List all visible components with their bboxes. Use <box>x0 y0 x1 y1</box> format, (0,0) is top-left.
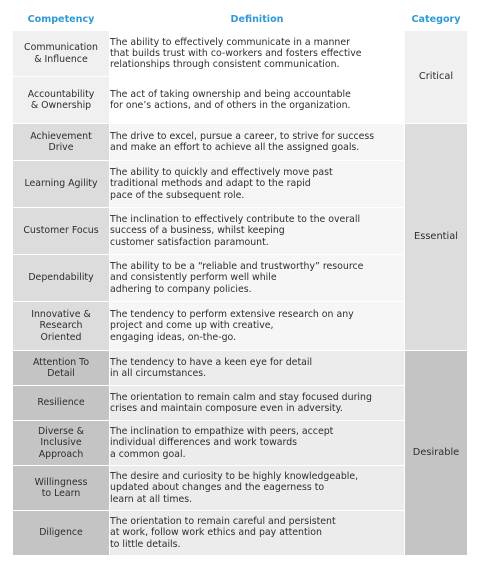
definition-line: individual differences and work towards <box>110 437 298 449</box>
definition-line: traditional methods and adapt to the rapid <box>110 178 311 190</box>
definition-line: The inclination to effectively contribute to the overall <box>110 214 361 226</box>
competency-name-line: Learning Agility <box>24 178 98 190</box>
competency-name-cell <box>13 124 110 161</box>
definition-cell <box>110 302 405 351</box>
table-row <box>13 255 468 302</box>
definition-cell <box>110 466 405 511</box>
definition-line: success of a business, whilst keeping <box>110 225 285 237</box>
competency-name-line: & Ownership <box>30 100 92 111</box>
definition-column-header: Definition <box>110 9 405 31</box>
definition-line: in all circumstances. <box>110 368 207 379</box>
table-body <box>13 31 468 556</box>
definition-line: The ability to quickly and effectively move past <box>110 167 333 179</box>
competency-name-cell <box>13 386 110 421</box>
competency-name-cell <box>13 31 110 77</box>
definition-line: a common goal. <box>110 448 186 460</box>
competency-name-line: Drive <box>48 142 74 153</box>
definition-line: that builds trust with co-workers and fosters effective <box>110 47 362 59</box>
competency-table <box>12 9 468 556</box>
competency-name-line: Accountability <box>27 88 95 100</box>
definition-line: at work, follow work ethics and pay attention <box>110 527 322 539</box>
definition-cell <box>110 386 405 421</box>
table-row <box>13 161 468 208</box>
category-cell-desirable: Desirable <box>405 351 468 556</box>
table-row <box>13 124 468 161</box>
table-row <box>13 31 468 77</box>
definition-line: relationships through consistent communication. <box>110 59 340 71</box>
definition-line: learn at all times. <box>110 493 193 505</box>
definition-line: pace of the subsequent role. <box>110 189 245 201</box>
definition-line: The orientation to remain careful and persistent <box>110 516 336 528</box>
competency-name-cell <box>13 77 110 124</box>
definition-line: and make an effort to achieve all the assigned goals. <box>110 142 360 153</box>
competency-name-line: Dependability <box>28 272 94 284</box>
definition-line: engaging ideas, on-the-go. <box>110 331 237 343</box>
table-row <box>13 77 468 124</box>
definition-cell <box>110 161 405 208</box>
definition-line: The tendency to perform extensive research on any <box>110 309 354 321</box>
competency-name-cell <box>13 208 110 255</box>
competency-name-cell <box>13 302 110 351</box>
competency-name-line: Willingness <box>34 476 88 488</box>
competency-name-line: Diverse & <box>38 426 84 438</box>
competency-name-line: Detail <box>47 368 75 379</box>
definition-line: customer satisfaction paramount. <box>110 236 269 248</box>
competency-name-cell <box>13 255 110 302</box>
competency-name-line: Achievement <box>30 130 92 142</box>
table-row <box>13 386 468 421</box>
definition-line: updated about changes and the eagerness to <box>110 482 325 494</box>
competency-name-line: Attention To <box>32 356 90 368</box>
competency-name-line: Diligence <box>39 527 83 539</box>
definition-cell <box>110 208 405 255</box>
definition-cell <box>110 511 405 556</box>
definition-line: The tendency to have a keen eye for detail <box>110 356 313 368</box>
table-row <box>13 351 468 386</box>
table-row <box>13 302 468 351</box>
table-row <box>13 421 468 466</box>
definition-line: for one’s actions, and of others in the organization. <box>110 100 351 111</box>
competency-name-cell <box>13 351 110 386</box>
table-row <box>13 208 468 255</box>
competency-name-line: Customer Focus <box>23 225 99 237</box>
definition-cell <box>110 31 405 77</box>
category-column-header: Category <box>405 9 468 31</box>
competency-name-cell <box>13 511 110 556</box>
definition-line: The ability to effectively communicate in a manner <box>110 36 351 48</box>
competency-name-line: Innovative & <box>31 309 91 321</box>
definition-cell <box>110 351 405 386</box>
definition-line: The orientation to remain calm and stay focused during <box>110 391 372 403</box>
definition-line: The drive to excel, pursue a career, to strive for success <box>110 130 375 142</box>
competency-column-header: Competency <box>13 9 110 31</box>
definition-line: The ability to be a “reliable and trustworthy” resource <box>110 261 364 273</box>
competency-name-line: & Influence <box>34 53 88 65</box>
competency-name-line: Approach <box>38 448 84 460</box>
table-row <box>13 466 468 511</box>
definition-cell <box>110 255 405 302</box>
definition-line: The act of taking ownership and being accountable <box>110 88 351 100</box>
competency-name-line: Research <box>39 320 83 332</box>
competency-name-line: to Learn <box>41 488 81 499</box>
definition-line: and consistently perform well while <box>110 272 277 284</box>
definition-line: to little details. <box>110 538 181 550</box>
competency-name-line: Resilience <box>37 397 85 409</box>
competency-name-line: Oriented <box>40 331 82 343</box>
definition-line: The inclination to empathize with peers, accept <box>110 426 334 438</box>
definition-line: project and come up with creative, <box>110 320 274 332</box>
definition-cell <box>110 124 405 161</box>
table-row <box>13 511 468 556</box>
competency-name-cell <box>13 421 110 466</box>
category-cell-critical: Critical <box>405 31 468 124</box>
definition-line: crises and maintain composure even in adversity. <box>110 403 343 414</box>
definition-cell <box>110 421 405 466</box>
category-cell-essential: Essential <box>405 124 468 351</box>
competency-name-line: Communication <box>24 42 98 54</box>
definition-line: The desire and curiosity to be highly knowledgeable, <box>110 471 359 483</box>
competency-name-cell <box>13 466 110 511</box>
definition-line: adhering to company policies. <box>110 283 252 295</box>
definition-cell <box>110 77 405 124</box>
competency-name-cell <box>13 161 110 208</box>
competency-name-line: Inclusive <box>40 437 82 449</box>
table-header-row <box>13 9 468 31</box>
